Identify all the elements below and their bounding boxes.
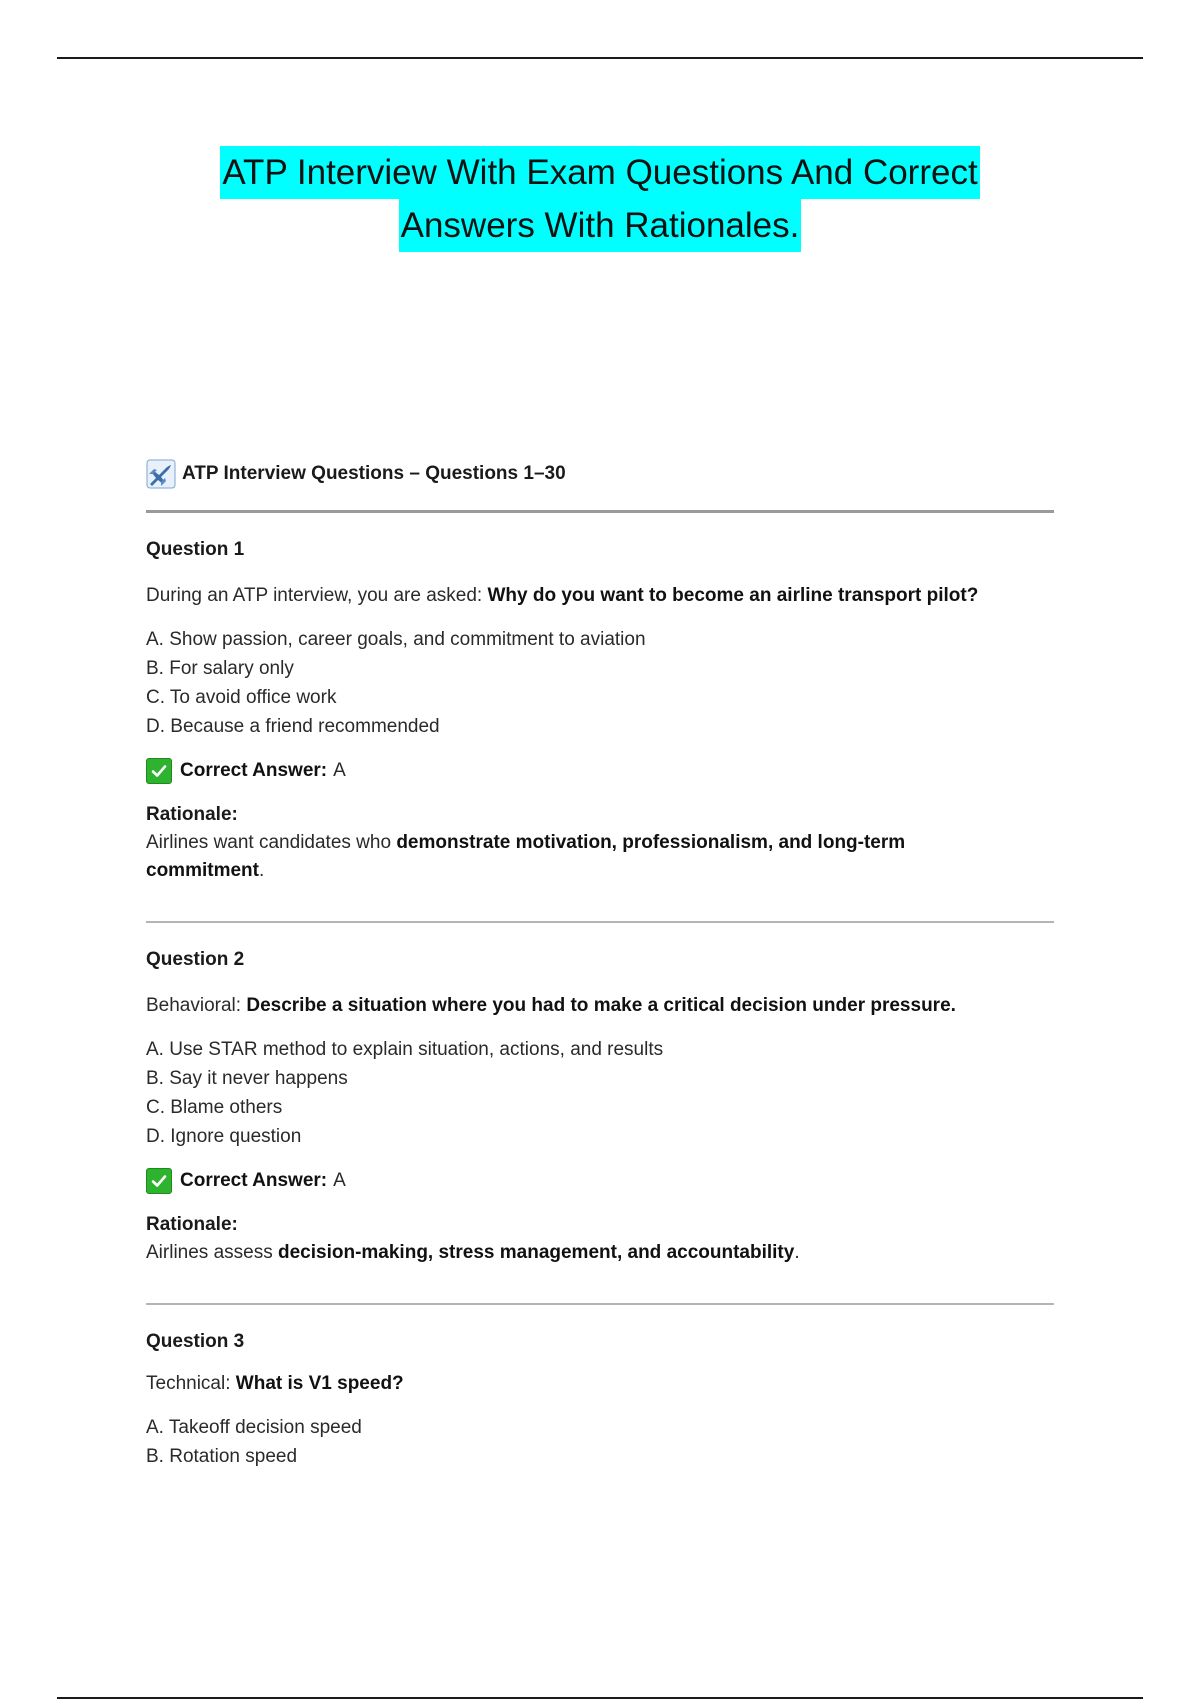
section-heading [146,458,1054,490]
question-prompt: Why do you want to become an airline transport pilot? [487,585,979,606]
question-2 [146,923,1054,1267]
rationale-prefix: Airlines want candidates who [146,832,397,853]
question-1 [146,513,1054,885]
question-prompt: Describe a situation where you had to make a critical decision under pressure. [246,995,956,1016]
rationale-emphasis: demonstrate motivation, professionalism, and long-term commitment [146,832,906,881]
answer-value: A [333,1170,346,1191]
title-line-1: ATP Interview With Exam Questions And Correct [220,146,979,199]
question-text [146,1371,1054,1397]
page-top-rule [57,57,1143,59]
question-number: Question 3 [146,1331,245,1352]
question-prefix: Behavioral: [146,995,247,1016]
question-number: Question 1 [146,539,245,560]
option-a: A. Show passion, career goals, and commitment to aviation [146,629,646,650]
option-a: A. Use STAR method to explain situation, actions, and results [146,1039,664,1060]
option-a: A. Takeoff decision speed [146,1417,362,1438]
correct-answer [146,757,1054,785]
option-b: B. Rotation speed [146,1446,298,1467]
option-list [146,1035,1054,1151]
option-d: D. Because a friend recommended [146,716,440,737]
option-b: B. Say it never happens [146,1068,348,1089]
rationale-text [146,829,966,885]
page-bottom-rule [57,1697,1143,1699]
rationale-suffix: . [794,1242,800,1263]
answer-value: A [333,760,346,781]
question-prefix: Technical: [146,1373,236,1394]
question-number: Question 2 [146,949,245,970]
answer-label: Correct Answer: [180,760,328,781]
title-line-2: Answers With Rationales. [399,199,802,252]
document-body [146,458,1054,1471]
option-b: B. For salary only [146,658,294,679]
document-title [146,146,1054,252]
question-text [146,993,1054,1019]
question-prompt: What is V1 speed? [235,1373,404,1394]
correct-answer [146,1167,1054,1195]
answer-label: Correct Answer: [180,1170,328,1191]
rationale-label: Rationale: [146,804,238,825]
option-c: C. Blame others [146,1097,283,1118]
rationale-text [146,1239,966,1267]
rationale-label: Rationale: [146,1214,238,1235]
rationale-prefix: Airlines assess [146,1242,278,1263]
question-prefix: During an ATP interview, you are asked: [146,585,488,606]
question-3 [146,1305,1054,1471]
option-d: D. Ignore question [146,1126,302,1147]
check-mark-icon [146,1168,172,1194]
check-mark-icon [146,758,172,784]
option-list [146,1413,1054,1471]
rationale-suffix: . [258,860,265,881]
airplane-icon [146,459,176,489]
rationale-emphasis: decision-making, stress management, and accountability [278,1242,795,1263]
option-list [146,625,1054,741]
question-text [146,583,1054,609]
option-c: C. To avoid office work [146,687,337,708]
section-heading-text: ATP Interview Questions – Questions 1–30 [182,463,566,484]
